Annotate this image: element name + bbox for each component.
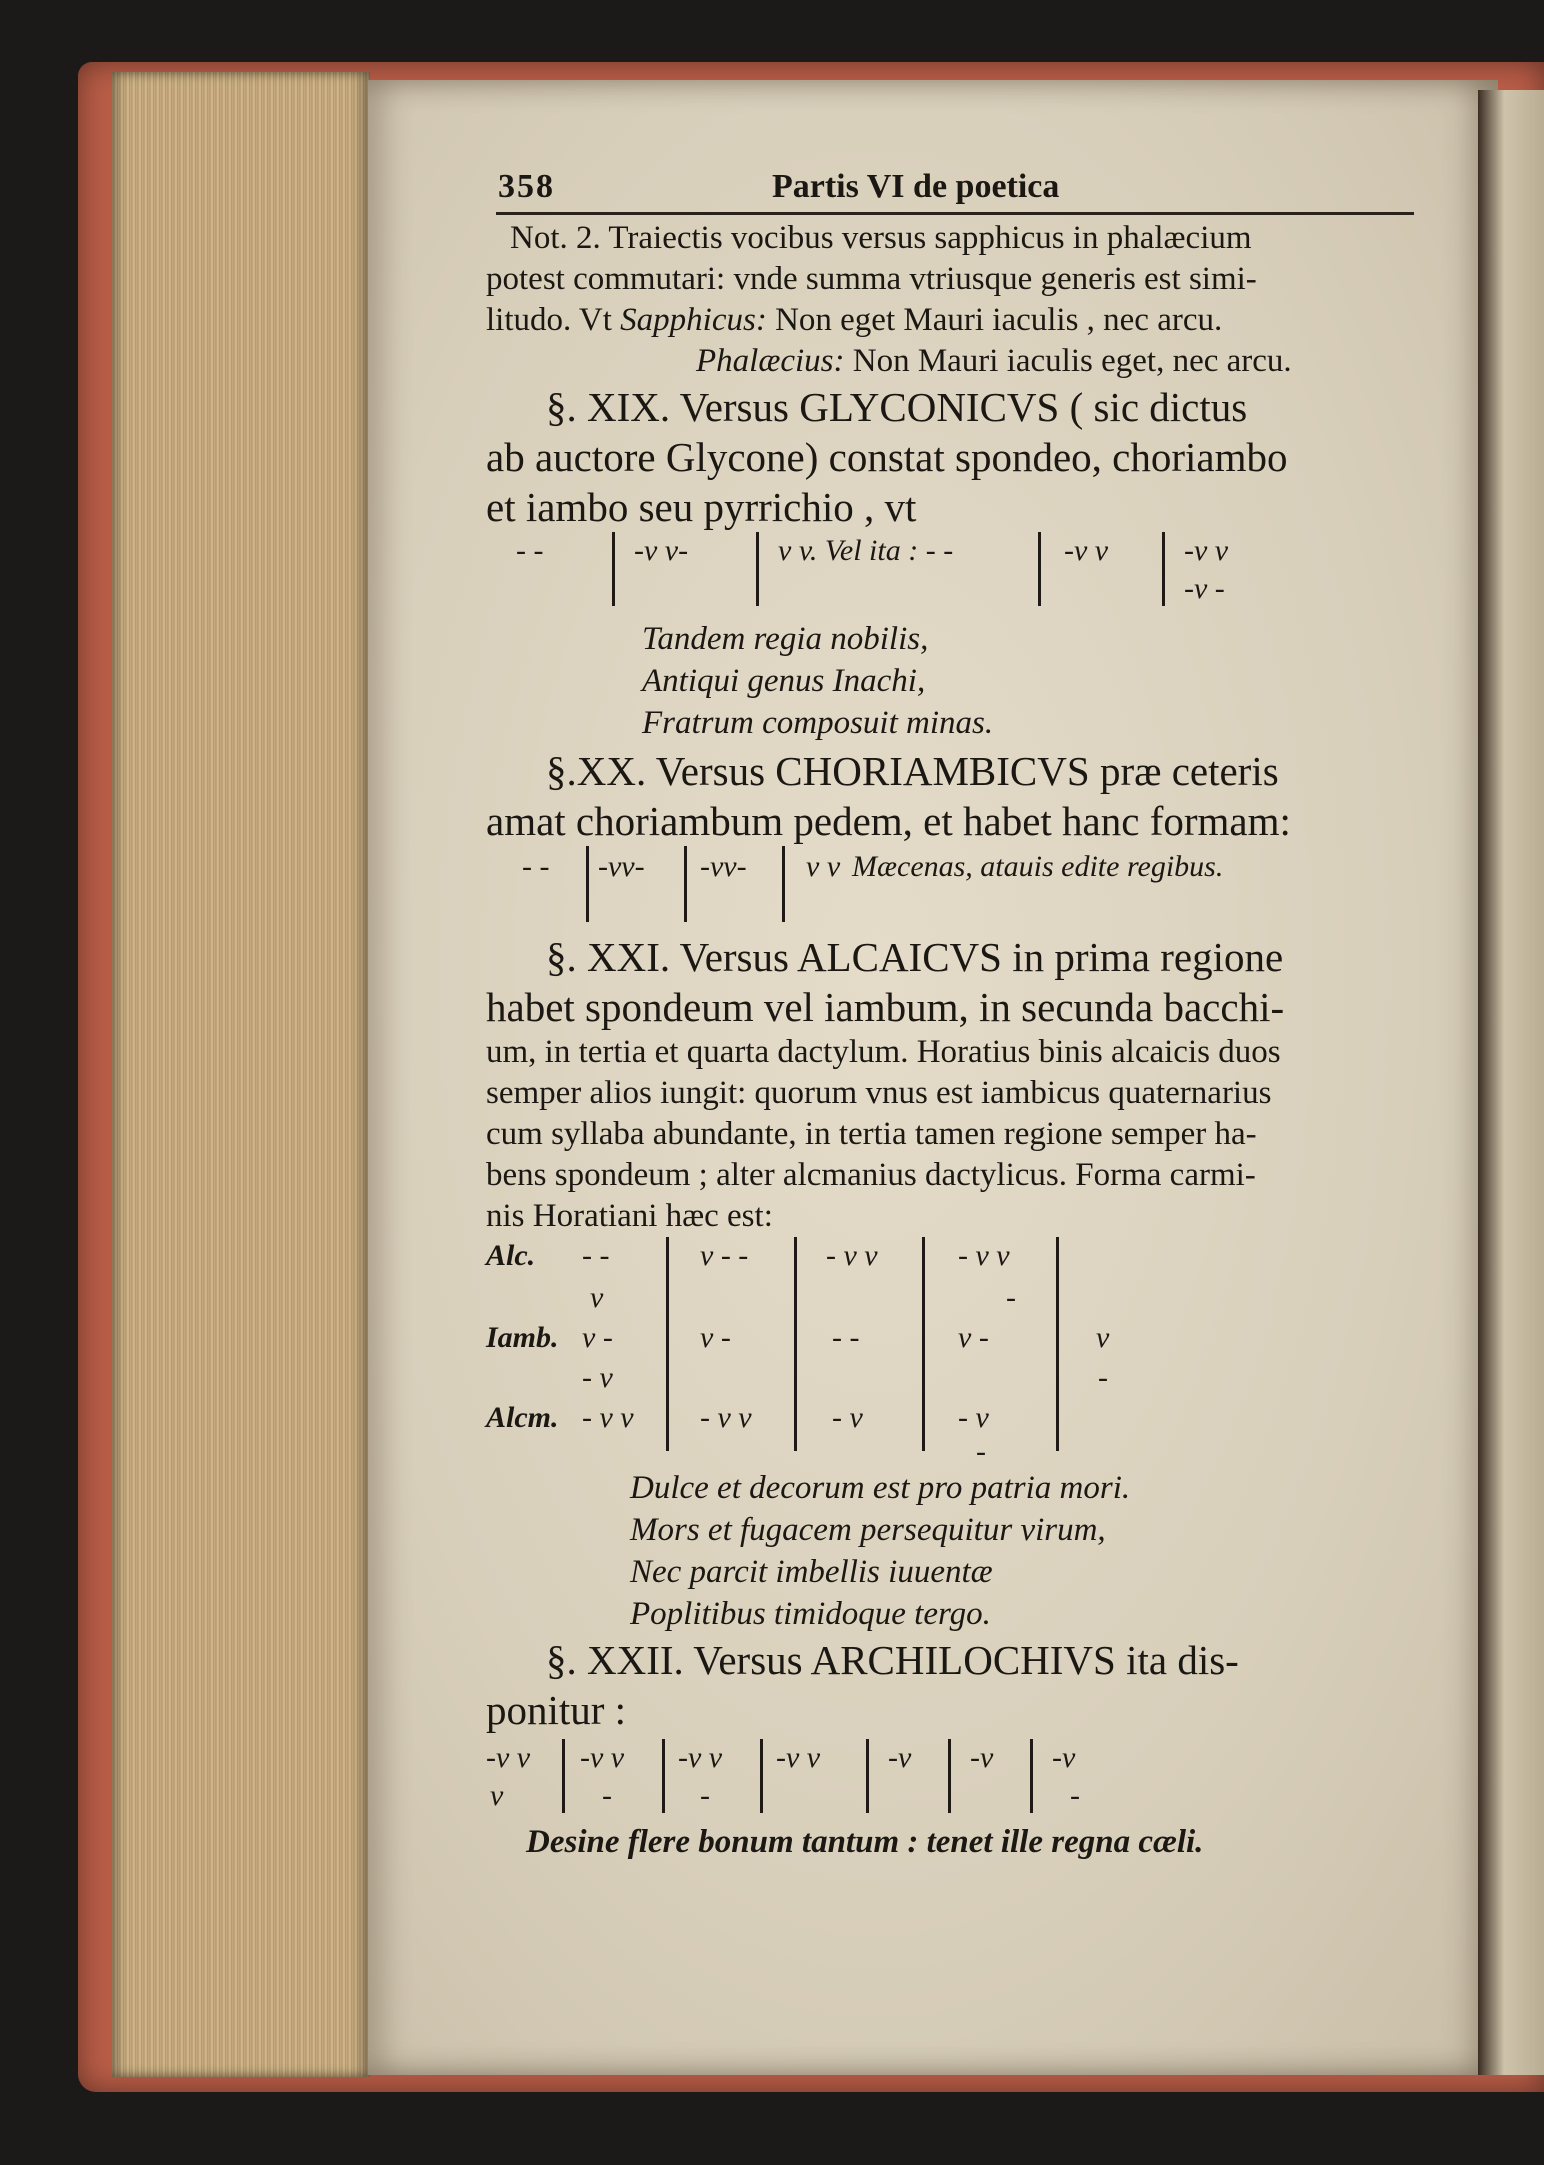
verse-line: Antiqui genus Inachi, <box>642 663 926 699</box>
alcaic-table <box>486 1237 1416 1468</box>
scheme-mark: v <box>490 1779 504 1812</box>
table-cell: - - <box>582 1239 610 1272</box>
section-xxi-heading: §. XXI. Versus ALCAICVS in prima regione <box>546 934 1284 980</box>
section-xx-line-2: amat choriambum pedem, et habet hanc formam: <box>486 798 1291 844</box>
scheme-divider <box>586 846 589 922</box>
sapphicus-label: Sapphicus: <box>620 302 767 338</box>
section-xx <box>486 746 1416 932</box>
glyconic-verse <box>486 618 1416 744</box>
book-gutter <box>1478 90 1544 2075</box>
verse-line: Dulce et decorum est pro patria mori. <box>630 1470 1131 1506</box>
phalaecius-example: Non Mauri iaculis eget, nec arcu. <box>852 343 1292 379</box>
scheme-divider <box>760 1739 763 1813</box>
table-cell: v - - <box>700 1239 749 1272</box>
section-xxi-line-6: bens spondeum ; alter alcmanius dactylicus. Forma carmi- <box>486 1157 1256 1193</box>
scheme-foot: -v <box>888 1741 912 1774</box>
scheme-divider <box>948 1739 951 1813</box>
scheme-divider <box>1056 1237 1059 1451</box>
scheme-foot: -v v <box>580 1741 625 1774</box>
scheme-foot: -v v <box>486 1741 531 1774</box>
note-line-3 <box>486 300 1416 341</box>
scheme-foot: -v v- <box>634 534 689 567</box>
scheme-divider <box>794 1237 797 1451</box>
table-mark: - <box>1098 1361 1108 1394</box>
verse-line: Poplitibus timidoque tergo. <box>630 1596 991 1632</box>
scheme-mark: - <box>602 1779 612 1812</box>
table-cell: v - <box>958 1321 989 1354</box>
running-title: Partis VI de poetica <box>772 168 1060 205</box>
table-cell: v <box>1096 1321 1110 1354</box>
scheme-divider <box>612 532 615 606</box>
note-line-2: potest commutari: vnde summa vtriusque generis est simi- <box>486 261 1257 297</box>
scheme-divider <box>666 1237 669 1451</box>
scheme-foot: -v v <box>1184 534 1229 567</box>
verse-line: Tandem regia nobilis, <box>642 621 929 657</box>
scheme-foot: -v v <box>1064 534 1109 567</box>
table-cell: - v v <box>700 1401 752 1434</box>
section-xxi-line-2: habet spondeum vel iambum, in secunda bacchi- <box>486 984 1285 1030</box>
table-cell: - v <box>958 1401 989 1434</box>
scheme-divider <box>756 532 759 606</box>
table-cell: - v v <box>958 1239 1010 1272</box>
note-line-3-text: litudo. Vt <box>486 302 612 338</box>
scheme-foot: -vv- <box>598 850 645 883</box>
page-edges <box>112 72 370 2077</box>
scheme-foot: -v <box>970 1741 994 1774</box>
scheme-divider <box>562 1739 565 1813</box>
scheme-foot: - - <box>516 534 544 567</box>
table-cell: v - <box>700 1321 731 1354</box>
note-line-1: Not. 2. Traiectis vocibus versus sapphicus in phalæcium <box>510 220 1252 256</box>
page-content <box>486 160 1416 1863</box>
note-line-4 <box>486 341 1416 382</box>
scheme-mark: - <box>1070 1779 1080 1812</box>
scheme-foot: -v - <box>1184 572 1225 605</box>
verse-line: Mors et fugacem persequitur virum, <box>630 1512 1106 1548</box>
phalaecius-label: Phalæcius: <box>696 343 845 379</box>
choriambic-scheme <box>486 846 1416 932</box>
scheme-foot: v v <box>806 850 841 883</box>
table-cell: - v <box>832 1401 863 1434</box>
scheme-foot: -v v <box>776 1741 821 1774</box>
scheme-divider <box>1038 532 1041 606</box>
scheme-foot: -v v <box>678 1741 723 1774</box>
scheme-divider <box>1162 532 1165 606</box>
scheme-divider <box>684 846 687 922</box>
section-xxi-line-7: nis Horatiani hæc est: <box>486 1198 773 1234</box>
verse-line: Nec parcit imbellis iuuentæ <box>630 1554 993 1590</box>
scheme-divider <box>662 1739 665 1813</box>
note-block <box>486 218 1416 382</box>
section-xix-line-2: ab auctore Glycone) constat spondeo, choriambo <box>486 434 1288 480</box>
section-xx-heading: §.XX. Versus CHORIAMBICVS præ ceteris <box>546 748 1279 794</box>
archilochian-scheme <box>486 1739 1416 1821</box>
section-xxii-heading: §. XXII. Versus ARCHILOCHIVS ita dis- <box>546 1637 1239 1683</box>
scheme-divider <box>922 1237 925 1451</box>
row-label-iamb: Iamb. <box>486 1321 559 1354</box>
section-xxii-line-2: ponitur : <box>486 1687 627 1733</box>
table-cell: - - <box>832 1321 860 1354</box>
page-number: 358 <box>498 168 555 205</box>
section-xix-line-3: et iambo seu pyrrichio , vt <box>486 484 917 530</box>
table-mark: - <box>1006 1281 1016 1314</box>
scheme-foot: -v <box>1052 1741 1076 1774</box>
table-cell: - v v <box>826 1239 878 1272</box>
scheme-divider <box>866 1739 869 1813</box>
row-label-alcm: Alcm. <box>486 1401 559 1434</box>
table-cell: v - <box>582 1321 613 1354</box>
sapphicus-example: Non eget Mauri iaculis , nec arcu. <box>775 302 1223 338</box>
section-xxi-line-4: semper alios iungit: quorum vnus est iambicus quaternarius <box>486 1075 1272 1111</box>
section-xxi-line-5: cum syllaba abundante, in tertia tamen regione semper ha- <box>486 1116 1257 1152</box>
table-cell: - v v <box>582 1401 634 1434</box>
section-xix <box>486 382 1416 744</box>
section-xix-heading: §. XIX. Versus GLYCONICVS ( sic dictus <box>546 384 1248 430</box>
verse-line: Fratrum composuit minas. <box>642 705 994 741</box>
page-header <box>486 160 1416 216</box>
scheme-mark: - <box>700 1779 710 1812</box>
table-mark: v <box>590 1281 604 1314</box>
table-mark: - <box>976 1435 986 1468</box>
scheme-foot: - - <box>522 850 550 883</box>
archilochian-example: Desine flere bonum tantum : tenet ille regna cæli. <box>526 1824 1204 1860</box>
header-rule <box>496 212 1414 215</box>
table-mark: - v <box>582 1361 613 1394</box>
scheme-foot: -vv- <box>700 850 747 883</box>
row-label-alc: Alc. <box>486 1239 536 1272</box>
scheme-divider <box>782 846 785 922</box>
scheme-foot: v v. Vel ita : - - <box>778 534 954 567</box>
section-xxi <box>486 932 1416 1635</box>
glyconic-scheme <box>486 532 1416 618</box>
alcaic-verse <box>486 1467 1416 1635</box>
section-xxii <box>486 1635 1416 1863</box>
scheme-divider <box>1030 1739 1033 1813</box>
section-xxi-line-3: um, in tertia et quarta dactylum. Horatius binis alcaicis duos <box>486 1034 1281 1070</box>
choriambic-example: Mæcenas, atauis edite regibus. <box>852 850 1224 883</box>
